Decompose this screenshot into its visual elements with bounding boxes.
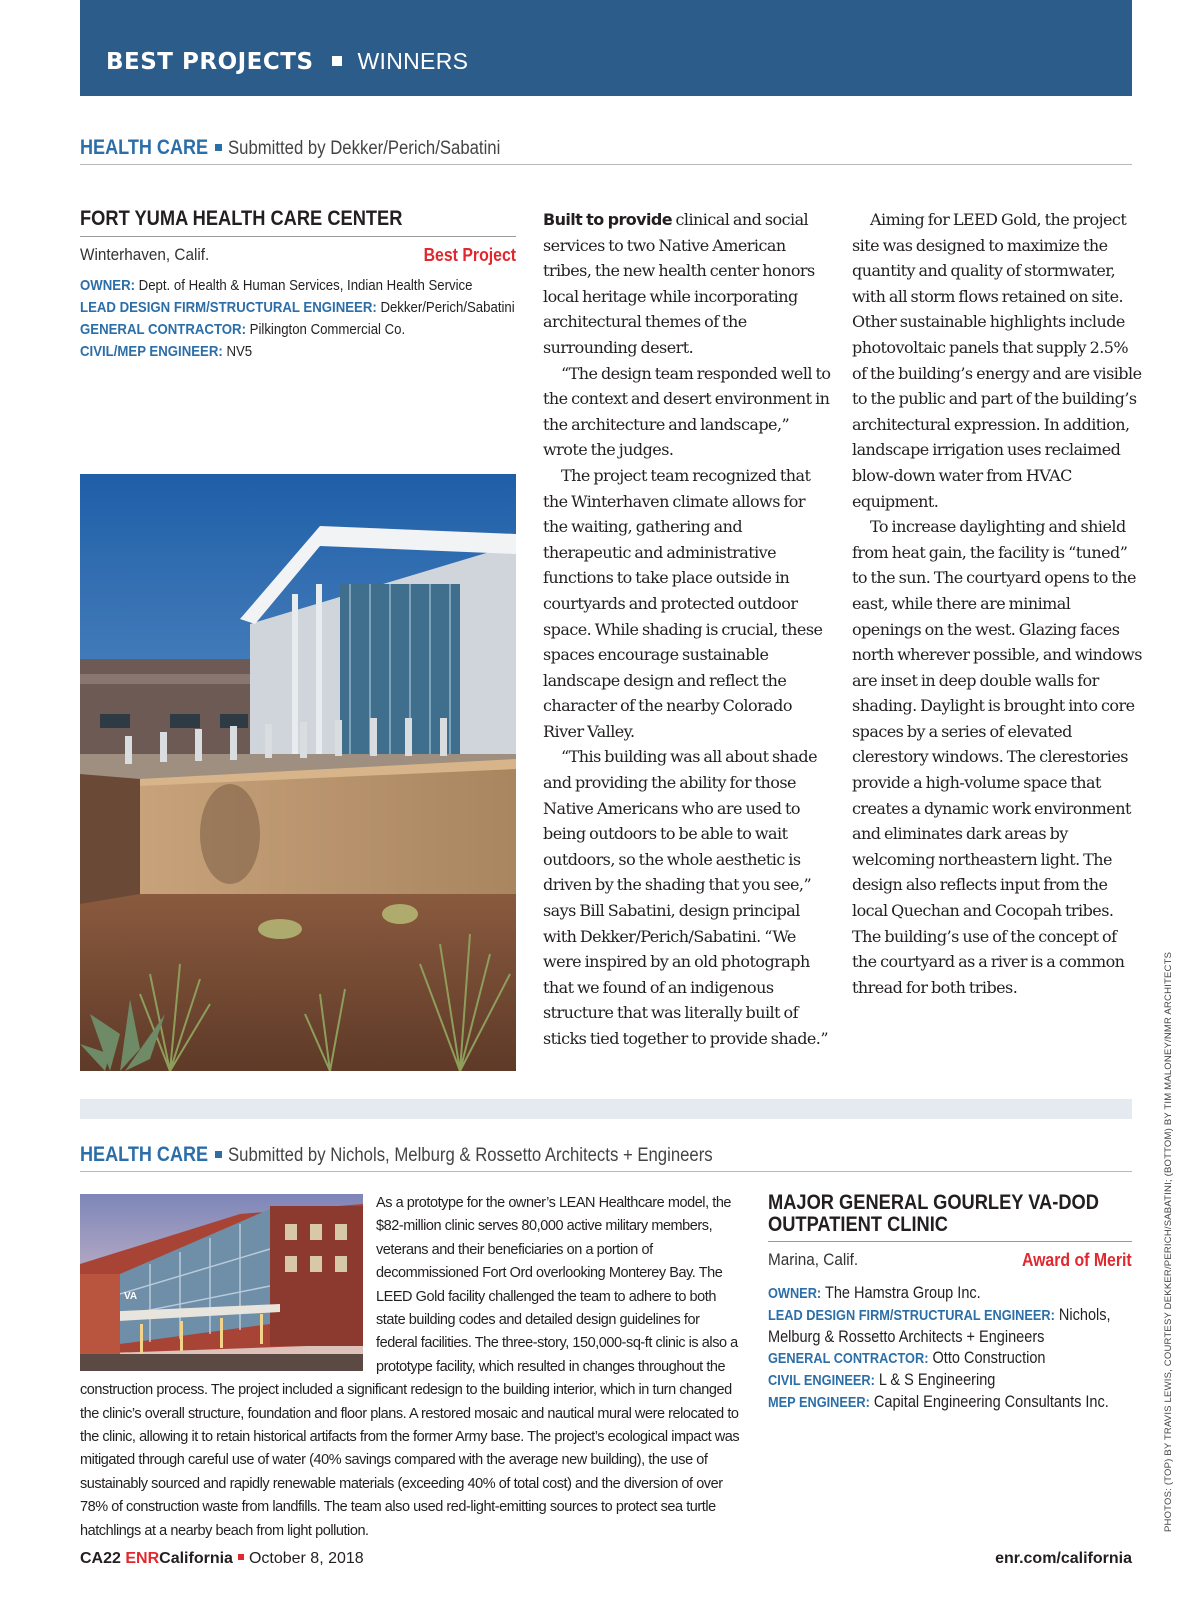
credit-owner: OWNER: The Hamstra Group Inc.: [768, 1284, 981, 1302]
credit-lead-design: LEAD DESIGN FIRM/STRUCTURAL ENGINEER: Nichols,: [768, 1306, 1111, 1324]
project1-location: Winterhaven, Calif.: [80, 245, 210, 264]
issue-date: October 8, 2018: [248, 1550, 364, 1567]
footer-left: [80, 1550, 364, 1568]
credit-general-contractor: GENERAL CONTRACTOR: Pilkington Commercial Co.: [80, 321, 406, 338]
project2-body: [80, 1192, 743, 1543]
building-photo-illustration: [80, 474, 516, 1071]
credit-owner: OWNER: Dept. of Health & Human Services, Indian Health Service: [80, 277, 473, 294]
section2-submitted-by: Submitted by Nichols, Melburg & Rossetto Architects + Engineers: [227, 1145, 713, 1166]
banner-title: [106, 48, 468, 75]
square-bullet-icon: [332, 56, 342, 66]
project1-body-col1: [543, 207, 833, 1052]
photo-credit: PHOTOS: (TOP) BY TRAVIS LEWIS, COURTESY DEKKER/PERICH/SABATINI; (BOTTOM) BY TIM MALONEY/NMR ARCHITECTS: [1163, 951, 1174, 1532]
edition-name: California: [159, 1550, 233, 1567]
project1-location-row: [80, 236, 516, 266]
project1-credits: [80, 275, 574, 363]
header-banner: [80, 0, 1132, 96]
project2-title-line2: OUTPATIENT CLINIC: [768, 1213, 948, 1236]
section-divider: [80, 1099, 1132, 1119]
page-number: CA22: [80, 1550, 121, 1567]
project1-lead-in: Built to provide: [543, 210, 672, 229]
footer-url[interactable]: enr.com/california: [995, 1550, 1132, 1567]
banner-title-bold: BEST PROJECTS: [106, 49, 314, 75]
section1-category: HEALTH CARE: [80, 136, 209, 159]
project2-body-text: As a prototype for the owner’s LEAN Healthcare model, the $82-million clinic serves 80,000 active military members, veterans and their beneficiaries on a portion of decommissioned Fort Ord overlooking Monterey Bay. The LEED Gold facility challenged the team to adhere to both state building codes and detailed design guidelines for federal facilities. The three-story, 150,000-sq-ft clinic is also a prototype facility, which resulted in changes throughout the construction process. The project included a significant redesign to the building interior, which in turn changed the clinic’s overall structure, foundation and floor plans. A restored mosaic and nautical mural were relocated to the clinic, allowing it to retain historical artifacts from the former Army base. The project’s ecological impact was mitigated through careful use of water (40% savings compared with the average new building), the use of sustainably sourced and rapidly renewable materials (exceeding 40% of total cost) and the diversion of over 78% of construction waste from landfills. The team also used red-light-emitting sources to protect sea turtle hatchlings at a nearby beach from light pollution.: [80, 1195, 740, 1539]
fort-yuma-photo: [80, 474, 516, 1071]
section2-category: HEALTH CARE: [80, 1143, 209, 1166]
credit-civil-engineer: CIVIL ENGINEER: L & S Engineering: [768, 1371, 996, 1389]
enr-logo: ENR: [125, 1550, 160, 1567]
credit-civil-mep: CIVIL/MEP ENGINEER: NV5: [80, 343, 253, 360]
square-bullet-icon: [238, 1554, 244, 1560]
project1-title: FORT YUMA HEALTH CARE CENTER: [80, 207, 403, 230]
project2-credits: [768, 1283, 1157, 1414]
page-footer: [80, 1550, 1132, 1574]
project2-location-row: [768, 1241, 1132, 1271]
project1-paragraph-4: “This building was all about shade and providing the ability for those Native Americans who are used to being outdoors to be able to wait outdoors, so the whole aesthetic is driven by the shading that you see,” says Bill Sabatini, design principal with Dekker/Perich/Sabatini. “We were inspired by an old photograph that we found of an indigenous structure that was literally built of sticks tied together to provide shade.”: [543, 747, 828, 1048]
project2-title: [768, 1192, 1099, 1236]
credit-general-contractor: GENERAL CONTRACTOR: Otto Construction: [768, 1349, 1046, 1367]
credit-lead-design-continued: Melburg & Rossetto Architects + Engineers: [768, 1328, 1045, 1346]
credit-mep-engineer: MEP ENGINEER: Capital Engineering Consultants Inc.: [768, 1393, 1109, 1411]
project1-paragraph-6: To increase daylighting and shield from heat gain, the facility is “tuned” to the sun. The courtyard opens to the east, while there are minimal openings on the west. Glazing faces north wherever possible, and windows are inset in deep double walls for shading. Daylight is brought into core spaces by a series of elevated clerestory windows. The clerestories provide a high-volume space that creates a dynamic work environment and eliminates dark areas by welcoming northeastern light. The design also reflects input from the local Quechan and Cocopah tribes. The building’s use of the concept of the courtyard as a river is a common thread for both tribes.: [852, 517, 1142, 997]
project1-paragraph-3: The project team recognized that the Winterhaven climate allows for the waiting, gathering and therapeutic and administrative functions to take place outside in courtyards and protected outdoor space. While shading is crucial, these spaces encourage sustainable landscape design and reflect the character of the nearby Colorado River Valley.: [543, 465, 823, 741]
photo-spacer: [80, 1192, 376, 1378]
va-sign: VA: [124, 1291, 138, 1302]
project2-location: Marina, Calif.: [768, 1250, 859, 1269]
project1-paragraph-1: Built to provide clinical and social services to two Native American tribes, the new health center honors local heritage while incorporating architectural themes of the surrounding desert.: [543, 210, 815, 357]
square-bullet-icon: [215, 1151, 222, 1158]
project1-paragraph-2: “The design team responded well to the context and desert environment in the architecture and landscape,” wrote the judges.: [543, 363, 831, 460]
square-bullet-icon: [215, 144, 222, 151]
project1-award: Best Project: [423, 245, 516, 265]
project2-award: Award of Merit: [1022, 1250, 1132, 1270]
section1-submitted-by: Submitted by Dekker/Perich/Sabatini: [227, 138, 501, 159]
section2-header: [80, 1143, 1132, 1172]
credit-lead-design: LEAD DESIGN FIRM/STRUCTURAL ENGINEER: Dekker/Perich/Sabatini: [80, 299, 515, 316]
project1-body-col2: [852, 207, 1142, 1000]
section1-header: [80, 136, 1132, 165]
banner-title-light: WINNERS: [357, 48, 469, 74]
project1-paragraph-5: Aiming for LEED Gold, the project site was designed to maximize the quantity and quality of stormwater, with all storm flows retained on site. Other sustainable highlights include photovoltaic panels that supply 2.5% of the building’s energy and are visible to the public and part of the building’s architectural expression. In addition, landscape irrigation uses reclaimed blow-down water from HVAC equipment.: [852, 210, 1142, 511]
project2-title-line1: MAJOR GENERAL GOURLEY VA-DOD: [768, 1191, 1099, 1214]
